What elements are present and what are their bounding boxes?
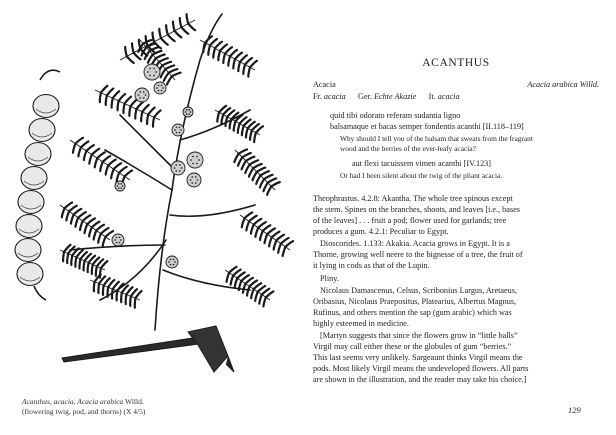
latin-quote-3: aut flexi tacuissem vimen acanthi [IV.123] (352, 159, 491, 168)
pliny-line: Pliny. (320, 274, 339, 283)
caption-line-2: (flowering twig, pod, and thorns) (X 4/5) (22, 407, 146, 416)
thorns (62, 326, 234, 372)
flower-ball (112, 234, 124, 246)
pod-bead (33, 95, 59, 118)
page-title: ACANTHUS (422, 57, 490, 69)
caption-italic: Acanthus, acacia, Acacia arabica (22, 397, 124, 406)
latin-name-right: Acacia arabica Willd. (527, 80, 599, 89)
pod-bead (17, 263, 43, 286)
flower-ball (166, 256, 178, 268)
pod-bead (15, 239, 41, 262)
flower-ball (183, 107, 193, 117)
flower-ball (187, 173, 201, 187)
pod-bead (29, 119, 55, 142)
pod-bead (16, 215, 42, 238)
latin-quote-1: quid tibi odorato referam sudantia ligno (330, 111, 461, 120)
figure-caption (22, 397, 292, 417)
english-quote-1b: wood and the berries of the ever-leafy acacia? (340, 144, 476, 153)
seed-pod (15, 70, 60, 300)
page-number: 129 (568, 405, 581, 415)
english-quote-1a: Why should I tell you of the balsam that sweats from the fragrant (340, 134, 533, 143)
acacia-illustration (0, 0, 300, 390)
pod-bead (25, 143, 51, 166)
english-quote-2: Or had I been silent about the twig of the pliant acacia. (340, 171, 503, 180)
latin-name-left: Acacia (313, 80, 336, 89)
flower-ball (115, 181, 125, 191)
book-spread: Acanthus, acacia, Acacia arabica Willd. (flowering twig, pod, and thorns) (X 4/5) ACANTHUS Acacia Acacia arabica Willd. Fr. acacia Ger. Echte Akazie It. acacia quid tibi odorato referam sudantia ligno balsamaque et bacas semper fondentis acanthi [II.118–119] Why should I tell you of the balsam that sweats from the fragrant wood and the berries of the ever-leafy acacia? aut flexi tacuissem vimen acanthi [IV.123] Or had I been silent about the twig of the pliant acacia. Theophrastus. 4.2.8: Akantha. The whole tree spinous except the stem. Spines on the branches, shoots, and leaves [i.e., bases of the leaves] . . . fruit a pod; flower used for garlands; tree produces a gum. 4.2.1: Peculiar to Egypt. Dioscorides. 1.133: Akakia. Acacia grows in Egypt. It is a Thorne, growing well neere to the bignesse of a tree, the fruit of it lying in cods as that of the Lupin. Pliny. Nicolaus Damascenus, Celsus, Scribonius Largus, Aretaeus, Oribasius, Nicolaus Praepositus, Platearius, Albertus Magnus, Rufinus, and others mention the sap (gum arabic) which was highly esteemed in medicine. [Martyn suggests that since the flowers grow in “little balls” Virgil may call either these or the globules of gum “berries.” This last seems very unlikely. Sargeaunt thinks Virgil means the pods. Most likely Virgil means the undeveloped flowers. All parts are shown in the illustration, and the reader may take his choice.] 129 (0, 0, 616, 435)
latin-names-row (313, 79, 599, 90)
pod-bead (21, 167, 47, 190)
pod-bead (18, 191, 44, 214)
flower-ball (187, 152, 203, 168)
flower-ball (171, 161, 185, 175)
common-names-row: Fr. acacia Ger. Echte Akazie It. acacia (313, 92, 460, 101)
flower-ball (172, 124, 184, 136)
latin-quote-2: balsamaque et bacas semper fondentis acanthi [II.118–119] (330, 122, 524, 131)
flower-ball (144, 64, 160, 80)
flower-ball (135, 88, 149, 102)
flower-ball (154, 82, 166, 94)
caption-rest: Willd. (123, 397, 144, 406)
